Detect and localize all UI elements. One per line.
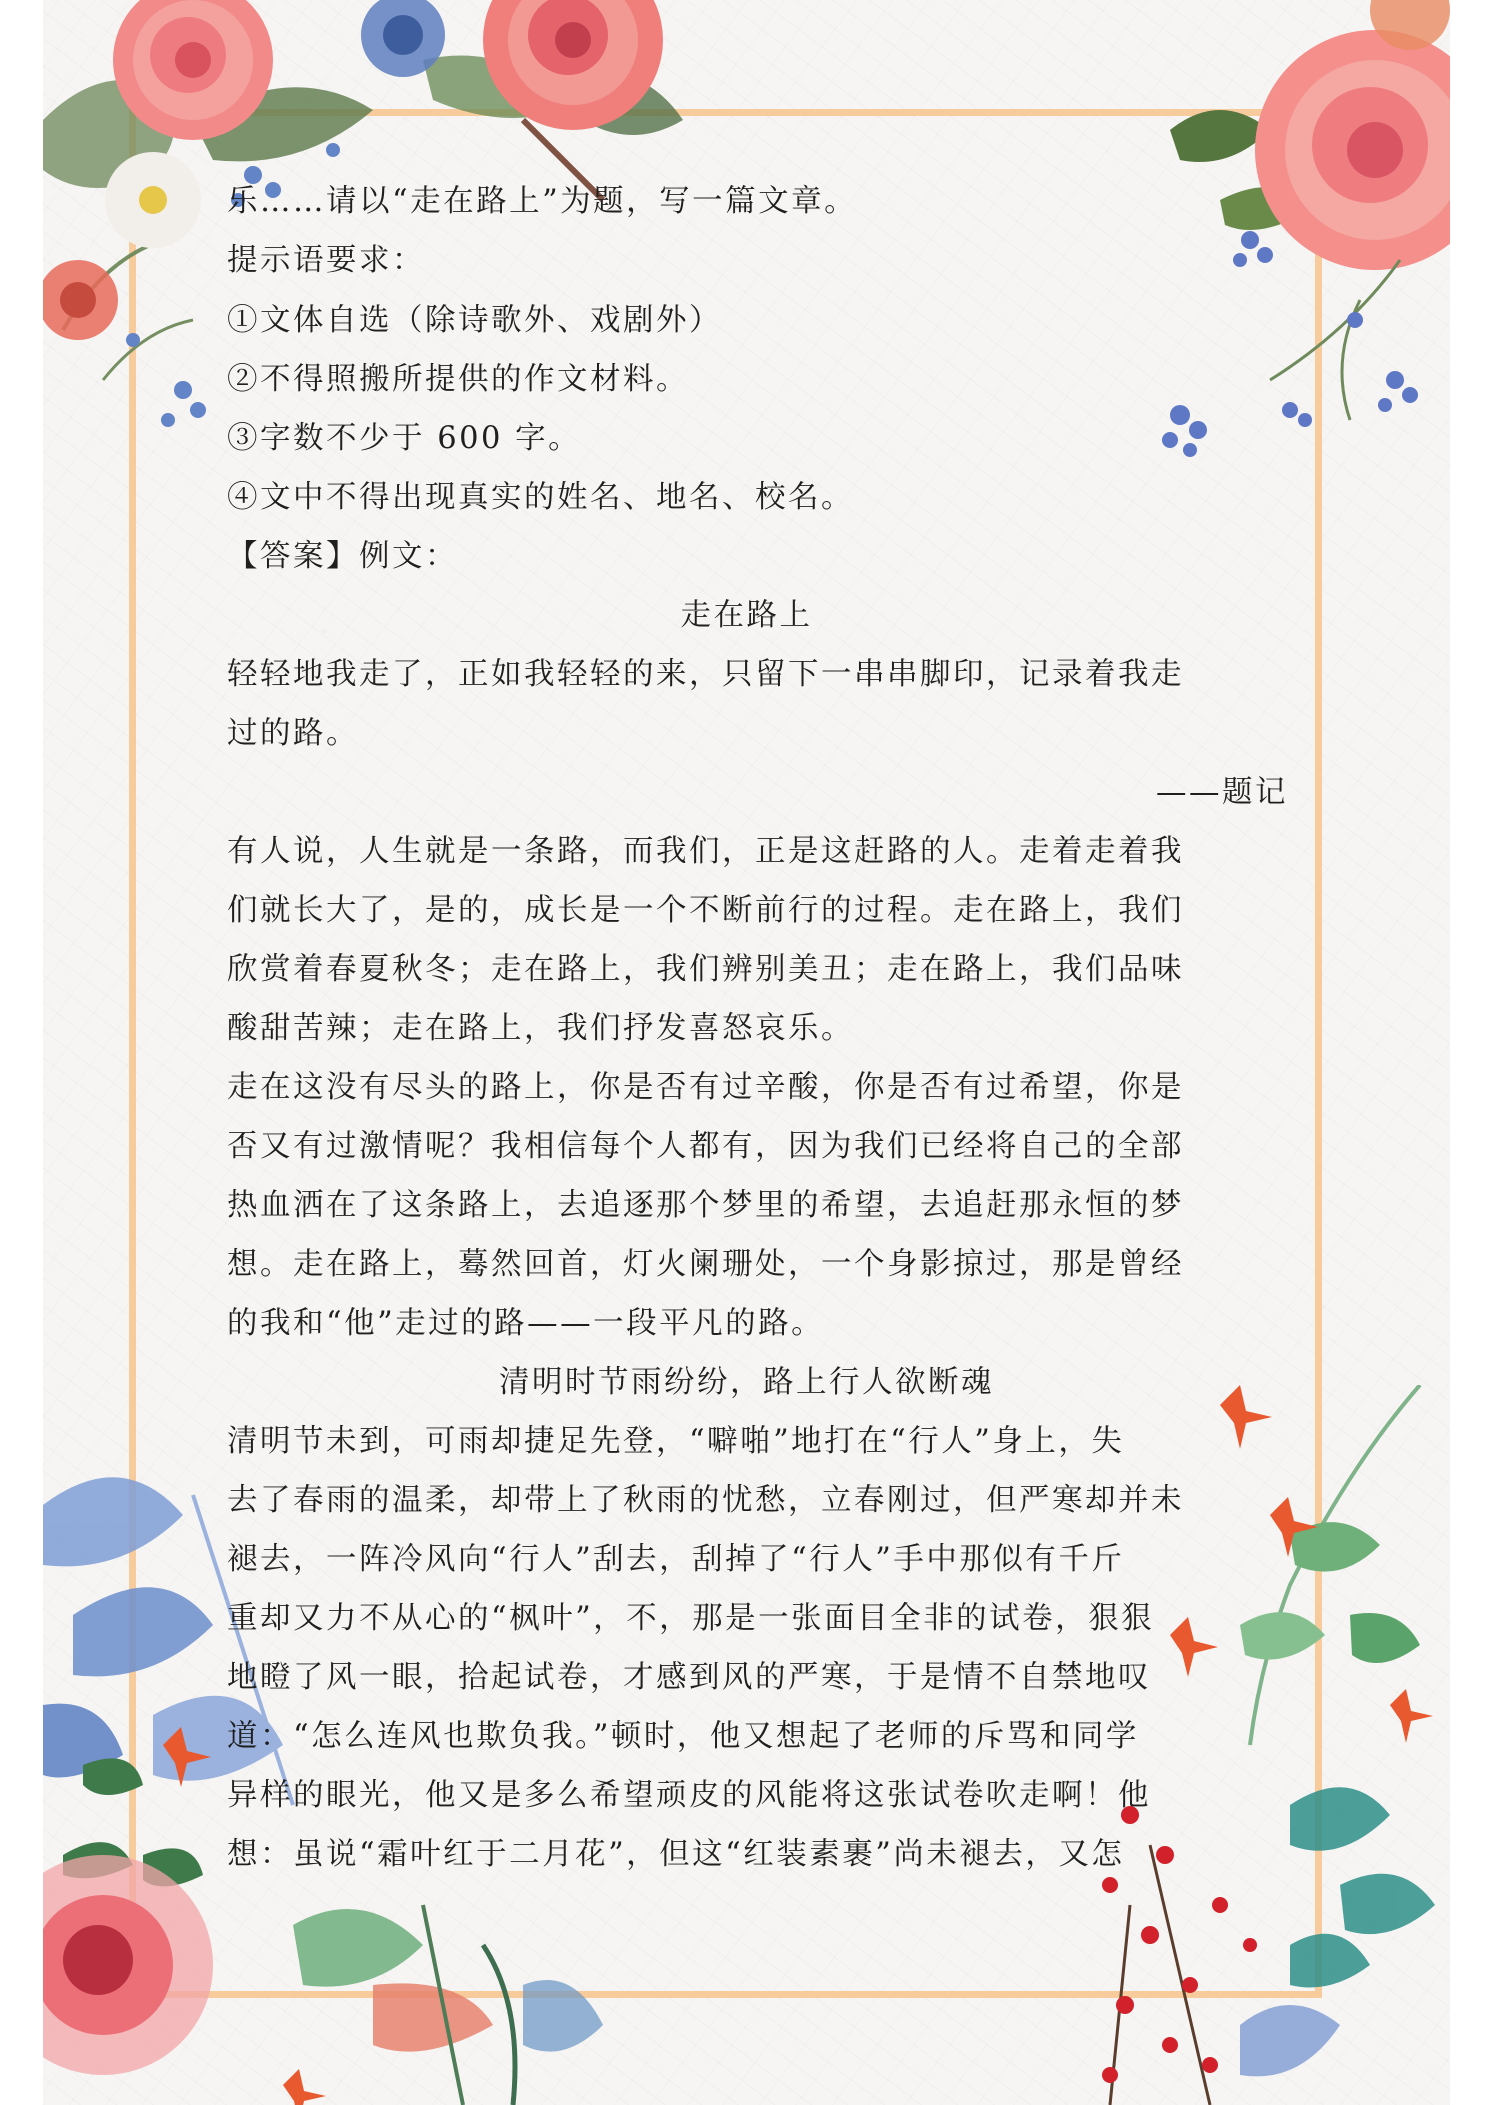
floral-decoration-top-right xyxy=(1130,0,1450,470)
requirement-2: ②不得照搬所提供的作文材料。 xyxy=(227,362,689,397)
paragraph-2-line: 想。走在路上，蓦然回首，灯火阑珊处，一个身影掠过，那是曾经 xyxy=(227,1247,1184,1282)
paragraph-1-line: 酸甜苦辣；走在路上，我们抒发喜怒哀乐。 xyxy=(227,1011,854,1046)
requirement-4: ④文中不得出现真实的姓名、地名、校名。 xyxy=(227,480,854,515)
paragraph-2-line: 走在这没有尽头的路上，你是否有过辛酸，你是否有过希望，你是 xyxy=(227,1070,1184,1105)
paragraph-3-line: 地瞪了风一眼，拾起试卷，才感到风的严寒，于是情不自禁地叹 xyxy=(227,1660,1151,1695)
requirement-3: ③字数不少于 600 字。 xyxy=(227,421,582,456)
epigraph-line: 过的路。 xyxy=(227,716,359,751)
page-background xyxy=(43,0,1450,2105)
epigraph-line: 轻轻地我走了，正如我轻轻的来，只留下一串串脚印，记录着我走 xyxy=(227,657,1184,692)
paragraph-3-line: 去了春雨的温柔，却带上了秋雨的忧愁，立春刚过，但严寒却并未 xyxy=(227,1483,1184,1518)
paragraph-1-line: 有人说，人生就是一条路，而我们，正是这赶路的人。走着走着我 xyxy=(227,834,1184,869)
requirement-1: ①文体自选（除诗歌外、戏剧外） xyxy=(227,303,722,338)
paragraph-3-line: 褪去，一阵冷风向“行人”刮去，刮掉了“行人”手中那似有千斤 xyxy=(227,1542,1125,1577)
essay-title: 走在路上 xyxy=(680,598,813,633)
requirements-heading: 提示语要求： xyxy=(227,243,425,278)
paragraph-2-line: 否又有过激情呢？我相信每个人都有，因为我们已经将自己的全部 xyxy=(227,1129,1184,1164)
paragraph-3-line: 重却又力不从心的“枫叶”，不，那是一张面目全非的试卷，狠狠 xyxy=(227,1601,1155,1636)
answer-label: 【答案】例文： xyxy=(227,539,458,574)
section-subheading: 清明时节雨纷纷，路上行人欲断魂 xyxy=(499,1365,994,1400)
epigraph-credit: ——题记 xyxy=(1156,775,1288,810)
paragraph-2-line: 热血洒在了这条路上，去追逐那个梦里的希望，去追赶那永恒的梦 xyxy=(227,1188,1184,1223)
paragraph-2-line: 的我和“他”走过的路——一段平凡的路。 xyxy=(227,1306,825,1341)
paragraph-3-line: 清明节未到，可雨却捷足先登，“噼啪”地打在“行人”身上，失 xyxy=(227,1424,1125,1459)
paragraph-3-line: 道：“怎么连风也欺负我。”顿时，他又想起了老师的斥骂和同学 xyxy=(227,1719,1139,1754)
prompt-line-1: 乐……请以“走在路上”为题，写一篇文章。 xyxy=(227,184,858,219)
paragraph-3-line: 想：虽说“霜叶红于二月花”，但这“红装素裹”尚未褪去，又怎 xyxy=(227,1837,1125,1872)
paragraph-1-line: 欣赏着春夏秋冬；走在路上，我们辨别美丑；走在路上，我们品味 xyxy=(227,952,1184,987)
paragraph-1-line: 们就长大了，是的，成长是一个不断前行的过程。走在路上，我们 xyxy=(227,893,1184,928)
paragraph-3-line: 异样的眼光，他又是多么希望顽皮的风能将这张试卷吹走啊！他 xyxy=(227,1778,1151,1813)
